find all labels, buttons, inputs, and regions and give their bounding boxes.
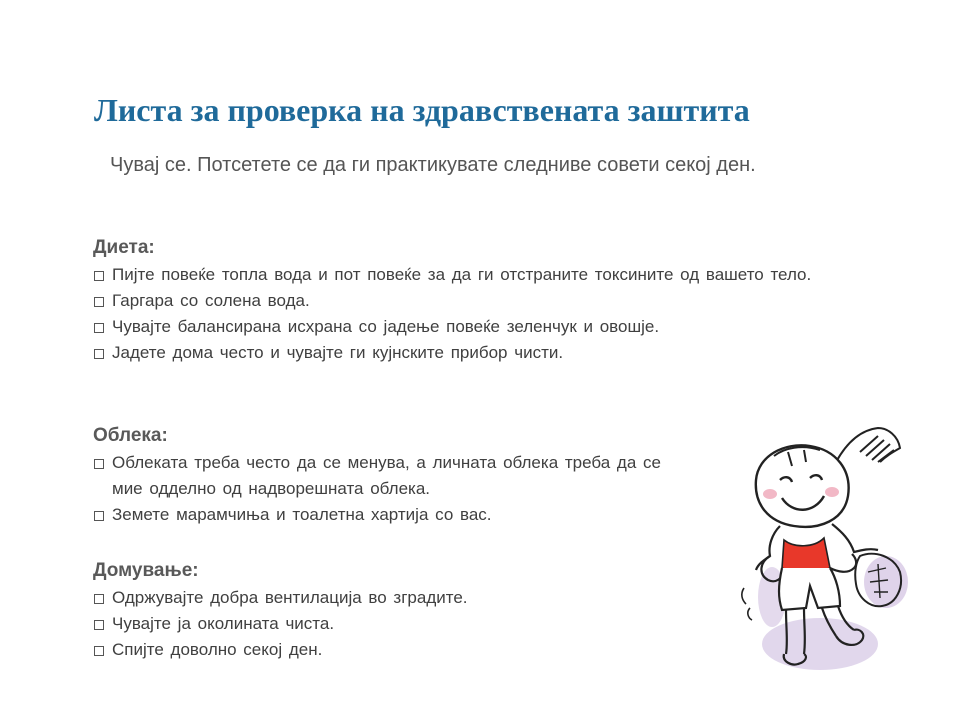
checklist-item-text: Облеката треба често да се менува, а личната облека треба да се мие одделно од надворешната облека.: [112, 453, 661, 498]
head-outline: [756, 445, 849, 527]
hair-tuft: [836, 428, 900, 462]
checkbox-icon: [94, 459, 104, 469]
section-heading: Диета:: [93, 237, 155, 258]
checkbox-icon: [94, 297, 104, 307]
checklist-item-text: Спијте доволно секој ден.: [112, 640, 323, 659]
cartoon-child-icon: [728, 422, 918, 674]
checklist-item: [93, 262, 853, 288]
checkbox-icon: [94, 511, 104, 521]
checklist-item: [93, 450, 673, 502]
checklist-item: [93, 502, 673, 528]
shorts: [779, 568, 840, 610]
section-diet: [93, 236, 853, 366]
checkbox-icon: [94, 271, 104, 281]
checklist-item: [93, 340, 853, 366]
checklist-item: [93, 314, 853, 340]
section-heading: Облека:: [93, 425, 168, 446]
cheek-left: [763, 489, 777, 499]
motion-marks: [742, 588, 752, 620]
checklist-item-text: Чувајте ја околината чиста.: [112, 614, 335, 633]
checkbox-icon: [94, 594, 104, 604]
shadow-blob: [762, 618, 878, 670]
arm-right: [830, 554, 856, 572]
checkbox-icon: [94, 323, 104, 333]
checkbox-icon: [94, 620, 104, 630]
section-clothing: [93, 424, 673, 528]
subtitle: Чувај се. Потсетете се да ги практикувате следниве совети секој ден.: [110, 154, 756, 176]
page-title: Листа за проверка на здравствената заштита: [94, 92, 750, 128]
checklist-item-text: Јадете дома често и чувајте ги кујнските прибор чисти.: [112, 343, 564, 362]
checklist-item-text: Гаргара со солена вода.: [112, 291, 310, 310]
checklist-item: [93, 288, 853, 314]
checklist-item-text: Земете марамчиња и тоалетна хартија со вас.: [112, 505, 492, 524]
shirt: [782, 538, 830, 573]
checklist-item-text: Чувајте балансирана исхрана со јадење повеќе зеленчук и овошје.: [112, 317, 660, 336]
checkbox-icon: [94, 349, 104, 359]
checklist-item-text: Пијте повеќе топла вода и пот повеќе за да ги отстраните токсините од вашето тело.: [112, 265, 812, 284]
checklist: [93, 450, 673, 528]
checkbox-icon: [94, 646, 104, 656]
section-heading: Домување:: [93, 560, 199, 581]
cheek-right: [825, 487, 839, 497]
checklist: [93, 262, 853, 366]
checklist-item-text: Одржувајте добра вентилација во зградите.: [112, 588, 468, 607]
